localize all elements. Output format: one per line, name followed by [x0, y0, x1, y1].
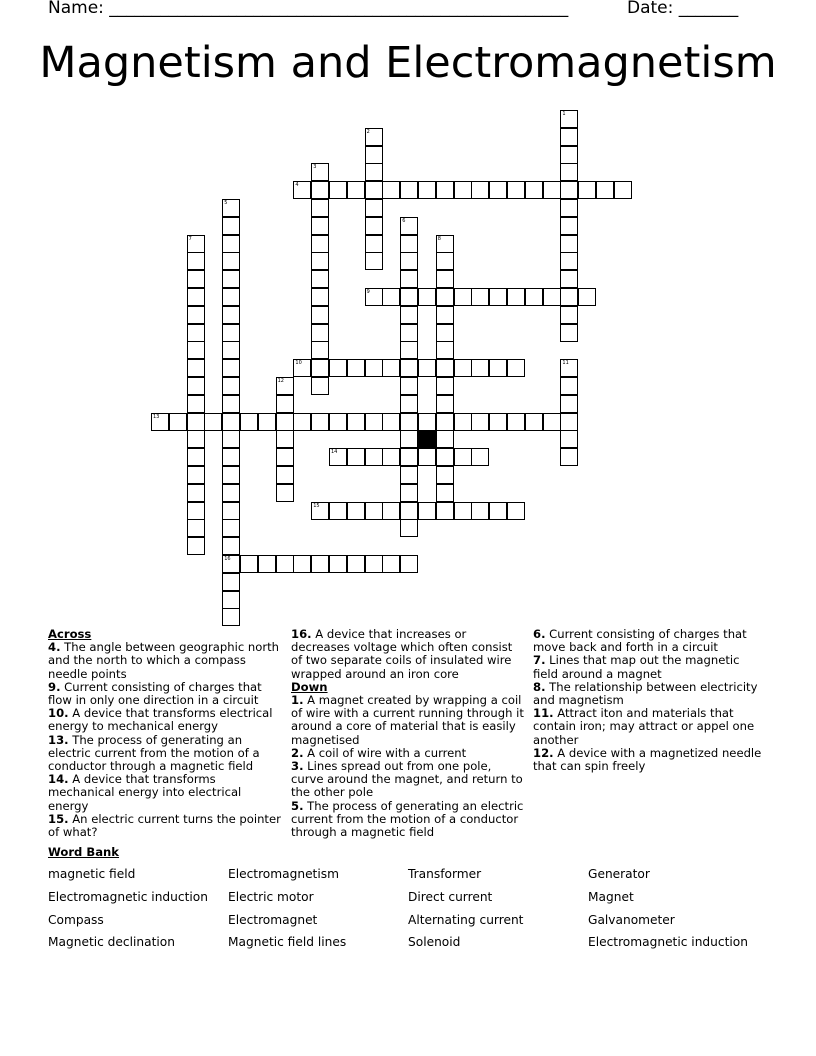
- crossword-cell[interactable]: [222, 537, 240, 555]
- crossword-cell[interactable]: [187, 288, 205, 306]
- crossword-cell[interactable]: [489, 413, 507, 431]
- crossword-cell[interactable]: [347, 502, 365, 520]
- crossword-cell[interactable]: [436, 448, 454, 466]
- crossword-cell[interactable]: [507, 413, 525, 431]
- crossword-cell[interactable]: [187, 413, 205, 431]
- crossword-cell[interactable]: [187, 359, 205, 377]
- clue-number: 8: [437, 235, 441, 242]
- crossword-cell[interactable]: [276, 377, 294, 395]
- crossword-cell[interactable]: [187, 502, 205, 520]
- crossword-cell[interactable]: [560, 181, 578, 199]
- crossword-cell[interactable]: [293, 555, 311, 573]
- clue-number: 11: [562, 360, 569, 367]
- clue-across-9: 9. Current consisting of charges that flow in only one direction in a circuit: [48, 679, 262, 708]
- clue-number: 7: [188, 235, 192, 242]
- crossword-cell[interactable]: [222, 448, 240, 466]
- crossword-cell[interactable]: [222, 502, 240, 520]
- crossword-cell[interactable]: [382, 555, 400, 573]
- crossword-cell[interactable]: [365, 235, 383, 253]
- clue-number: 12: [277, 378, 284, 384]
- crossword-cell[interactable]: [400, 555, 418, 573]
- crossword-cell[interactable]: [293, 359, 311, 377]
- crossword-cell[interactable]: [222, 324, 240, 342]
- crossword-cell[interactable]: [436, 466, 454, 484]
- crossword-cell[interactable]: [276, 555, 294, 573]
- crossword-cell[interactable]: [382, 181, 400, 199]
- crossword-cell[interactable]: [187, 395, 205, 413]
- crossword-cell[interactable]: [382, 359, 400, 377]
- word-bank-item: Electromagnetic induction: [588, 935, 748, 949]
- crossword-cell[interactable]: [187, 377, 205, 395]
- clue-number: 9: [366, 289, 370, 295]
- crossword-cell[interactable]: [222, 252, 240, 270]
- crossword-cell[interactable]: [489, 288, 507, 306]
- crossword-cell[interactable]: [454, 502, 472, 520]
- clue-across-15: 15. An electric current turns the pointer of what?: [48, 811, 281, 840]
- crossword-cell[interactable]: [187, 341, 205, 359]
- clue-number: 14: [331, 449, 338, 456]
- crossword-cell[interactable]: [436, 324, 454, 342]
- crossword-cell[interactable]: [507, 288, 525, 306]
- word-bank-item: magnetic field: [48, 867, 136, 881]
- word-bank-item: Electric motor: [228, 890, 314, 904]
- crossword-cell[interactable]: [187, 466, 205, 484]
- crossword-cell[interactable]: [222, 608, 240, 626]
- crossword-cell[interactable]: [436, 288, 454, 306]
- crossword-cell[interactable]: [400, 217, 418, 235]
- crossword-cell[interactable]: [436, 502, 454, 520]
- crossword-cell[interactable]: [187, 430, 205, 448]
- crossword-cell[interactable]: [240, 413, 258, 431]
- crossword-cell[interactable]: [222, 270, 240, 288]
- clue-number: 10: [295, 360, 302, 367]
- crossword-cell[interactable]: [276, 430, 294, 448]
- crossword-cell[interactable]: [311, 270, 329, 288]
- crossword-cell[interactable]: [400, 341, 418, 359]
- crossword-cell[interactable]: [187, 537, 205, 555]
- crossword-cell[interactable]: [311, 359, 329, 377]
- crossword-cell[interactable]: [560, 359, 578, 377]
- word-bank-item: Generator: [588, 867, 650, 881]
- clue-number: 6: [402, 217, 406, 224]
- crossword-cell[interactable]: [507, 502, 525, 520]
- word-bank-item: Magnetic field lines: [228, 935, 347, 949]
- crossword-cell[interactable]: [400, 359, 418, 377]
- crossword-cell[interactable]: [311, 377, 329, 395]
- crossword-cell[interactable]: [187, 484, 205, 502]
- clue-down-6: 6. Current consisting of charges that move back and forth in a circuit: [533, 627, 747, 655]
- crossword-cell[interactable]: [400, 306, 418, 324]
- crossword-cell[interactable]: [400, 448, 418, 466]
- crossword-cell[interactable]: [365, 502, 383, 520]
- crossword-cell[interactable]: [382, 502, 400, 520]
- clue-down-1: 1. A magnet created by wrapping a coil of wire with a current running through it around a core of material that is easily magnetised: [291, 693, 524, 747]
- crossword-cell[interactable]: [436, 484, 454, 502]
- crossword-cell[interactable]: [347, 448, 365, 466]
- crossword-cell[interactable]: [560, 413, 578, 431]
- crossword-cell[interactable]: [560, 252, 578, 270]
- crossword-cell[interactable]: [400, 484, 418, 502]
- crossword-cell[interactable]: [311, 199, 329, 217]
- clue-down-5: 5. The process of generating an electric current from the motion of a conductor through a magnetic field: [291, 798, 524, 840]
- crossword-cell[interactable]: [187, 519, 205, 537]
- word-bank-item: Transformer: [408, 867, 482, 881]
- crossword-cell[interactable]: [311, 252, 329, 270]
- crossword-cell[interactable]: [222, 484, 240, 502]
- clue-across-14: 14. A device that transforms mechanical energy into electrical energy: [48, 772, 242, 813]
- crossword-cell[interactable]: [382, 413, 400, 431]
- crossword-cell[interactable]: [436, 377, 454, 395]
- word-bank-item: Direct current: [408, 890, 493, 904]
- crossword-cell[interactable]: [311, 181, 329, 199]
- crossword-cell[interactable]: [187, 235, 205, 253]
- word-bank-item: Alternating current: [408, 913, 524, 927]
- crossword-cell[interactable]: [560, 377, 578, 395]
- word-bank-item: Electromagnetism: [228, 867, 339, 881]
- crossword-cell[interactable]: [258, 413, 276, 431]
- crossword-cell[interactable]: [471, 181, 489, 199]
- crossword-cell[interactable]: [222, 306, 240, 324]
- clue-number: 15: [313, 502, 320, 509]
- crossword-cell[interactable]: [240, 555, 258, 573]
- clue-across-13: 13. The process of generating an electric current from the motion of a conductor through a magnetic field: [48, 732, 260, 774]
- crossword-cell[interactable]: [560, 270, 578, 288]
- crossword-cell[interactable]: [311, 324, 329, 342]
- crossword-cell[interactable]: [436, 413, 454, 431]
- clue-number: 4: [295, 182, 299, 189]
- crossword-cell[interactable]: [596, 181, 614, 199]
- crossword-cell[interactable]: [418, 413, 436, 431]
- crossword-cell[interactable]: [365, 413, 383, 431]
- crossword-cell[interactable]: [222, 555, 240, 573]
- clue-number: 13: [153, 413, 160, 420]
- crossword-cell[interactable]: [507, 181, 525, 199]
- crossword-cell[interactable]: [436, 430, 454, 448]
- crossword-cell[interactable]: [454, 448, 472, 466]
- clue-number: 3: [313, 164, 317, 171]
- crossword-cell[interactable]: [222, 395, 240, 413]
- crossword-cell[interactable]: [293, 181, 311, 199]
- crossword-cell[interactable]: [222, 466, 240, 484]
- crossword-cell[interactable]: [560, 163, 578, 181]
- crossword-cell[interactable]: [560, 306, 578, 324]
- word-bank-heading: Word Bank: [48, 845, 120, 859]
- crossword-cell[interactable]: [311, 306, 329, 324]
- crossword-cell[interactable]: [222, 359, 240, 377]
- crossword-cell[interactable]: [560, 430, 578, 448]
- crossword-cell[interactable]: [560, 199, 578, 217]
- crossword-cell[interactable]: [365, 288, 383, 306]
- crossword-cell[interactable]: [365, 555, 383, 573]
- crossword-cell[interactable]: [471, 448, 489, 466]
- crossword-cell[interactable]: [222, 235, 240, 253]
- crossword-cell[interactable]: [276, 413, 294, 431]
- crossword-cell[interactable]: [222, 519, 240, 537]
- crossword-cell[interactable]: [418, 359, 436, 377]
- crossword-cell[interactable]: [169, 413, 187, 431]
- crossword-cell[interactable]: [365, 252, 383, 270]
- crossword-cell[interactable]: [347, 413, 365, 431]
- crossword-cell[interactable]: [382, 448, 400, 466]
- crossword-cell[interactable]: [560, 146, 578, 164]
- crossword-cell[interactable]: [276, 395, 294, 413]
- crossword-cell[interactable]: [400, 430, 418, 448]
- crossword-cell[interactable]: [187, 448, 205, 466]
- crossword-cell[interactable]: [276, 448, 294, 466]
- crossword-cell[interactable]: [471, 502, 489, 520]
- crossword-cell[interactable]: [365, 146, 383, 164]
- crossword-cell[interactable]: [347, 359, 365, 377]
- crossword-cell[interactable]: [222, 573, 240, 591]
- crossword-cell[interactable]: [543, 288, 561, 306]
- crossword-cell[interactable]: [365, 181, 383, 199]
- crossword-cell[interactable]: [400, 270, 418, 288]
- crossword-cell[interactable]: [578, 181, 596, 199]
- crossword-cell[interactable]: [311, 502, 329, 520]
- crossword-cell[interactable]: [311, 288, 329, 306]
- crossword-cell[interactable]: [311, 555, 329, 573]
- crossword-cell[interactable]: [382, 288, 400, 306]
- black-square: [418, 430, 436, 448]
- clue-across-10: 10. A device that transforms electrical energy to mechanical energy: [48, 706, 273, 734]
- crossword-cell[interactable]: [400, 252, 418, 270]
- clues-column-1: [48, 628, 283, 839]
- crossword-cell[interactable]: [614, 181, 632, 199]
- clue-number: 1: [562, 111, 566, 117]
- crossword-cell[interactable]: [222, 430, 240, 448]
- clue-number: 5: [224, 200, 228, 206]
- clue-down-12: 12. A device with a magnetized needle that can spin freely: [533, 745, 762, 774]
- crossword-cell[interactable]: [560, 128, 578, 146]
- crossword-cell[interactable]: [222, 377, 240, 395]
- crossword-cell[interactable]: [454, 181, 472, 199]
- crossword-cell[interactable]: [311, 341, 329, 359]
- crossword-cell[interactable]: [204, 413, 222, 431]
- crossword-cell[interactable]: [365, 199, 383, 217]
- crossword-cell[interactable]: [436, 306, 454, 324]
- crossword-cell[interactable]: [329, 413, 347, 431]
- crossword-cell[interactable]: [276, 484, 294, 502]
- crossword-cell[interactable]: [276, 466, 294, 484]
- crossword-cell[interactable]: [365, 128, 383, 146]
- crossword-cell[interactable]: [436, 181, 454, 199]
- crossword-cell[interactable]: [400, 413, 418, 431]
- crossword-cell[interactable]: [560, 110, 578, 128]
- crossword-cell[interactable]: [471, 413, 489, 431]
- crossword-cell[interactable]: [311, 413, 329, 431]
- crossword-cell[interactable]: [311, 235, 329, 253]
- crossword-cell[interactable]: [436, 395, 454, 413]
- crossword-cell[interactable]: [222, 413, 240, 431]
- crossword-cell[interactable]: [489, 181, 507, 199]
- crossword-cell[interactable]: [347, 181, 365, 199]
- crossword-cell[interactable]: [560, 448, 578, 466]
- clue-number: 2: [366, 128, 370, 135]
- crossword-cell[interactable]: [222, 217, 240, 235]
- crossword-cell[interactable]: [293, 413, 311, 431]
- crossword-cell[interactable]: [258, 555, 276, 573]
- crossword-cell[interactable]: [454, 359, 472, 377]
- clues-column-3: [533, 628, 763, 773]
- crossword-cell[interactable]: [400, 519, 418, 537]
- crossword-cell[interactable]: [489, 359, 507, 377]
- crossword-cell[interactable]: [578, 288, 596, 306]
- crossword-cell[interactable]: [560, 235, 578, 253]
- crossword-cell[interactable]: [543, 413, 561, 431]
- word-bank-item: Solenoid: [408, 935, 461, 949]
- crossword-cell[interactable]: [400, 235, 418, 253]
- crossword-cell[interactable]: [329, 181, 347, 199]
- crossword-cell[interactable]: [471, 359, 489, 377]
- clue-down-3: 3. Lines spread out from one pole, curve around the magnet, and return to the other pole: [291, 759, 523, 800]
- crossword-cell[interactable]: [543, 181, 561, 199]
- crossword-cell[interactable]: [347, 555, 365, 573]
- clue-across-16: 16. A device that increases or decreases voltage which often consist of two separate coils of insulated wire wrapped around an iron core: [291, 627, 513, 681]
- crossword-cell[interactable]: [525, 288, 543, 306]
- crossword-cell[interactable]: [222, 341, 240, 359]
- crossword-cell[interactable]: [400, 288, 418, 306]
- crossword-cell[interactable]: [187, 306, 205, 324]
- crossword-cell[interactable]: [400, 502, 418, 520]
- date-label: Date: _______: [627, 0, 739, 18]
- clue-down-7: 7. Lines that map out the magnetic field around a magnet: [533, 653, 740, 681]
- crossword-cell[interactable]: [454, 288, 472, 306]
- crossword-cell[interactable]: [436, 252, 454, 270]
- clue-down-2: 2. A coil of wire with a current: [291, 745, 467, 760]
- crossword-cell[interactable]: [471, 288, 489, 306]
- word-bank-item: Galvanometer: [588, 913, 675, 927]
- across-heading: Across: [48, 627, 92, 641]
- crossword-cell[interactable]: [560, 324, 578, 342]
- crossword-cell[interactable]: [329, 502, 347, 520]
- crossword-cell[interactable]: [525, 413, 543, 431]
- crossword-cell[interactable]: [418, 502, 436, 520]
- crossword-cell[interactable]: [436, 270, 454, 288]
- crossword-cell[interactable]: [436, 235, 454, 253]
- crossword-cell[interactable]: [365, 163, 383, 181]
- crossword-cell[interactable]: [151, 413, 169, 431]
- crossword-cell[interactable]: [311, 163, 329, 181]
- crossword-cell[interactable]: [222, 288, 240, 306]
- crossword-cell[interactable]: [400, 395, 418, 413]
- crossword-cell[interactable]: [365, 217, 383, 235]
- crossword-cell[interactable]: [560, 395, 578, 413]
- word-bank-item: Magnet: [588, 890, 634, 904]
- crossword-cell[interactable]: [329, 555, 347, 573]
- crossword-cell[interactable]: [187, 324, 205, 342]
- crossword-cell[interactable]: [436, 341, 454, 359]
- word-bank-item: Magnetic declination: [48, 935, 175, 949]
- crossword-cell[interactable]: [507, 359, 525, 377]
- crossword-cell[interactable]: [311, 217, 329, 235]
- clue-number: 16: [224, 556, 231, 562]
- crossword-cell[interactable]: [187, 270, 205, 288]
- word-bank-item: Electromagnetic induction: [48, 890, 208, 904]
- crossword-cell[interactable]: [560, 288, 578, 306]
- crossword-cell[interactable]: [365, 448, 383, 466]
- crossword-cell[interactable]: [222, 591, 240, 609]
- crossword-cell[interactable]: [418, 288, 436, 306]
- word-bank-item: Compass: [48, 913, 104, 927]
- down-heading: Down: [291, 679, 328, 694]
- crossword-cell[interactable]: [400, 466, 418, 484]
- crossword-cell[interactable]: [222, 199, 240, 217]
- crossword-cell[interactable]: [400, 181, 418, 199]
- clue-down-8: 8. The relationship between electricity and magnetism: [533, 679, 758, 708]
- crossword-cell[interactable]: [436, 359, 454, 377]
- crossword-cell[interactable]: [329, 448, 347, 466]
- crossword-cell[interactable]: [454, 413, 472, 431]
- crossword-cell[interactable]: [187, 252, 205, 270]
- word-bank-item: Electromagnet: [228, 913, 318, 927]
- crossword-cell[interactable]: [418, 181, 436, 199]
- clues-column-2: [291, 628, 526, 839]
- crossword-cell[interactable]: [560, 217, 578, 235]
- crossword-cell[interactable]: [329, 359, 347, 377]
- crossword-cell[interactable]: [525, 181, 543, 199]
- clue-across-4: 4. The angle between geographic north and the north to which a compass needle points: [48, 640, 279, 681]
- crossword-cell[interactable]: [400, 377, 418, 395]
- name-label: Name: ______________________________________________________: [48, 0, 569, 18]
- crossword-cell[interactable]: [489, 502, 507, 520]
- crossword-cell[interactable]: [400, 324, 418, 342]
- crossword-cell[interactable]: [418, 448, 436, 466]
- crossword-cell[interactable]: [365, 359, 383, 377]
- page-title: Magnetism and Electromagnetism: [39, 38, 777, 88]
- clue-down-11: 11. Attract iton and materials that contain iron; may attract or appel one another: [533, 706, 755, 747]
